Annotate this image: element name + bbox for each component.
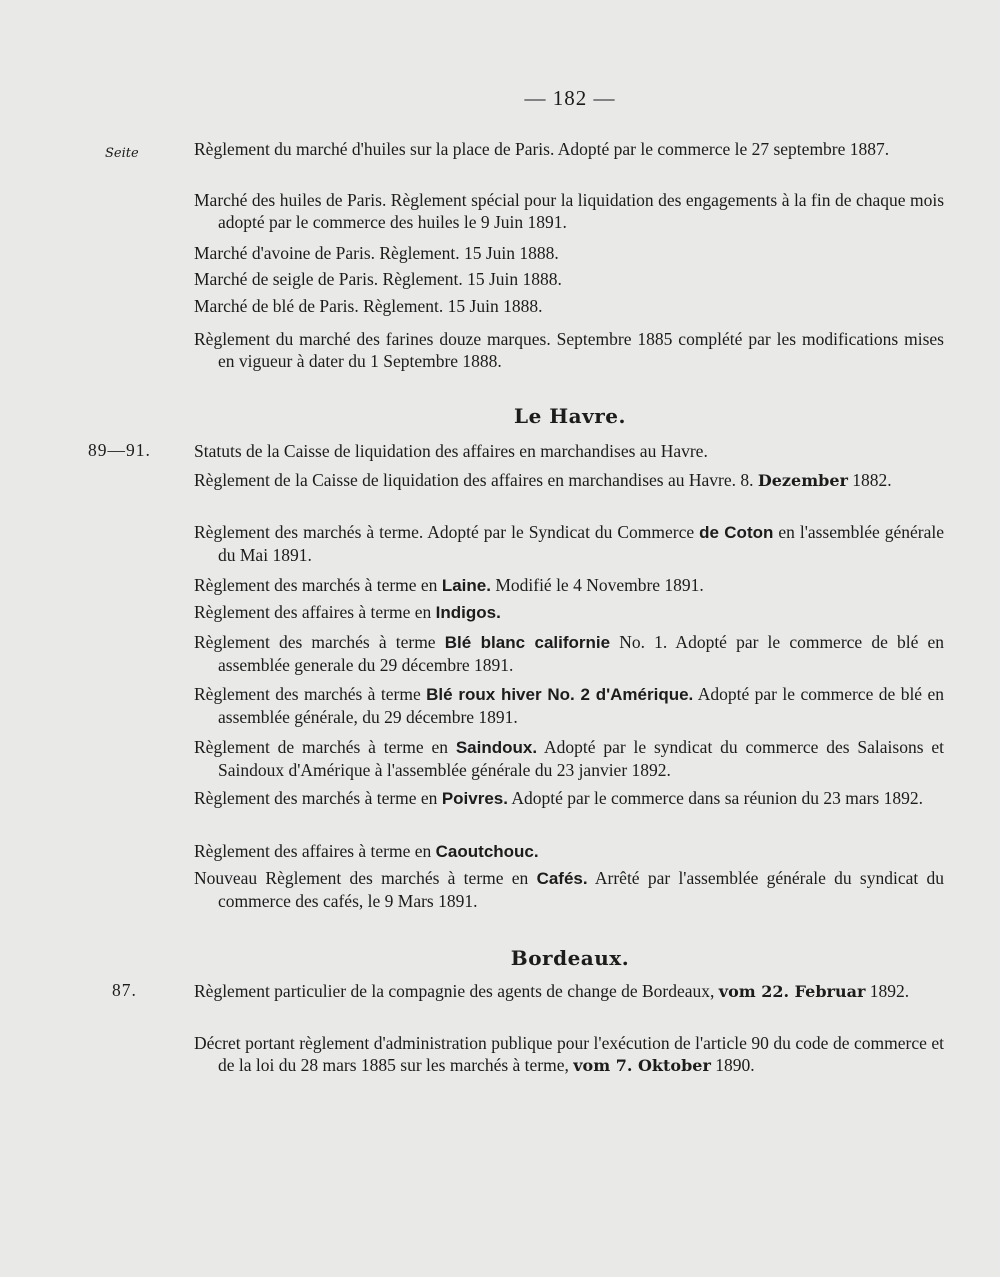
entry-text: Statuts de la Caisse de liquidation des affaires en marchandises au Havre. — [194, 441, 708, 461]
page-number: — 182 — — [524, 86, 616, 110]
page-ref-havre: 89—91. — [88, 440, 151, 460]
entry-havre-3 — [194, 521, 944, 566]
entry-commodity: Blé roux hiver No. 2 d'Amérique. — [426, 685, 694, 704]
entry-commodity: Blé blanc californie — [444, 633, 611, 652]
entry-text: Règlement de marchés à terme en — [194, 737, 456, 757]
entry-fraktur-text: vom 7. Oktober — [573, 1056, 711, 1075]
entry-havre-6 — [194, 631, 944, 676]
entry-commodity: Caoutchouc. — [435, 842, 539, 861]
entry-text: 1882. — [847, 470, 892, 490]
entry-commodity: Indigos. — [435, 603, 501, 622]
entry-text: No. 1. Adopté par le commerce de blé en assemblée generale du 29 décembre 1891. — [218, 632, 944, 675]
entry-havre-5 — [194, 601, 944, 624]
section-heading-havre: Le Havre. — [514, 404, 626, 428]
entry-havre-11 — [194, 867, 944, 912]
entry-commodity: Poivres. — [441, 789, 508, 808]
entry-fraktur-text: Dezember — [757, 471, 848, 490]
entry-havre-9 — [194, 787, 944, 810]
entry-text: Règlement des marchés à terme en — [194, 575, 442, 595]
entry-text: Règlement des affaires à terme en — [194, 841, 436, 861]
entry-commodity: Laine. — [441, 576, 491, 595]
entry-text: Règlement des affaires à terme en — [194, 602, 436, 622]
entry-havre-10 — [194, 840, 944, 863]
entry-text: Nouveau Règlement des marchés à terme en — [194, 868, 537, 888]
entry-commodity: Cafés. — [536, 869, 588, 888]
entry-text: Règlement des marchés à terme — [194, 632, 445, 652]
entry-text: Règlement particulier de la compagnie des agents de change de Bordeaux, — [194, 981, 719, 1001]
entry-bordeaux-1 — [194, 980, 944, 1003]
entry-havre-1 — [194, 440, 944, 462]
entry-text: Modifié le 4 Novembre 1891. — [490, 575, 704, 595]
entry-paris-2: Marché des huiles de Paris. Règlement spécial pour la liquidation des engagements à la fin de chaque mois adopté par le commerce des huiles le 9 Juin 1891. — [194, 190, 944, 232]
entry-havre-7 — [194, 683, 944, 728]
entry-fraktur-text: vom 22. Februar — [718, 982, 866, 1001]
margin-label: Seite — [105, 146, 139, 161]
entry-bordeaux-2 — [194, 1032, 944, 1077]
entry-commodity: Saindoux. — [455, 738, 538, 757]
entry-paris-4: Marché de seigle de Paris. Règlement. 15 Juin 1888. — [194, 269, 562, 289]
entry-commodity: de Coton — [699, 523, 774, 542]
entry-text: Décret portant règlement d'administration publique pour l'exécution de l'article 90 du code de commerce et de la loi du 28 mars 1885 sur les marchés à terme, — [194, 1033, 944, 1075]
entry-text: Adopté par le syndicat du commerce des Salaisons et Saindoux d'Amérique à l'assemblée générale du 23 janvier 1892. — [218, 737, 944, 780]
entry-text: 1890. — [710, 1055, 755, 1075]
entry-text: Règlement des marchés à terme. Adopté par le Syndicat du Commerce — [194, 522, 700, 542]
section-heading-bordeaux: Bordeaux. — [510, 946, 630, 970]
entry-text: Arrêté par l'assemblée générale du syndicat du commerce des cafés, le 9 Mars 1891. — [218, 868, 944, 911]
entry-paris-3: Marché d'avoine de Paris. Règlement. 15 Juin 1888. — [194, 243, 559, 263]
page-ref-bordeaux: 87. — [112, 980, 137, 1000]
entry-text: Règlement des marchés à terme — [194, 684, 427, 704]
entry-havre-8 — [194, 736, 944, 781]
entry-paris-6: Règlement du marché des farines douze marques. Septembre 1885 complété par les modifications mises en vigueur à dater du 1 Septembre 1888. — [194, 329, 944, 371]
entry-text: Règlement des marchés à terme en — [194, 788, 442, 808]
entry-text: Règlement de la Caisse de liquidation des affaires en marchandises au Havre. 8. — [194, 470, 758, 490]
entry-text: 1892. — [865, 981, 910, 1001]
entry-paris-5: Marché de blé de Paris. Règlement. 15 Juin 1888. — [194, 296, 543, 316]
entry-paris-1: Règlement du marché d'huiles sur la place de Paris. Adopté par le commerce le 27 septembre 1887. — [194, 139, 890, 159]
entry-havre-4 — [194, 574, 944, 597]
entry-text: Adopté par le commerce de blé en assemblée générale, du 29 décembre 1891. — [218, 684, 945, 727]
entry-text: en l'assemblée générale du Mai 1891. — [218, 522, 944, 565]
entry-havre-2 — [194, 469, 944, 492]
entry-text: Adopté par le commerce dans sa réunion du 23 mars 1892. — [507, 788, 923, 808]
